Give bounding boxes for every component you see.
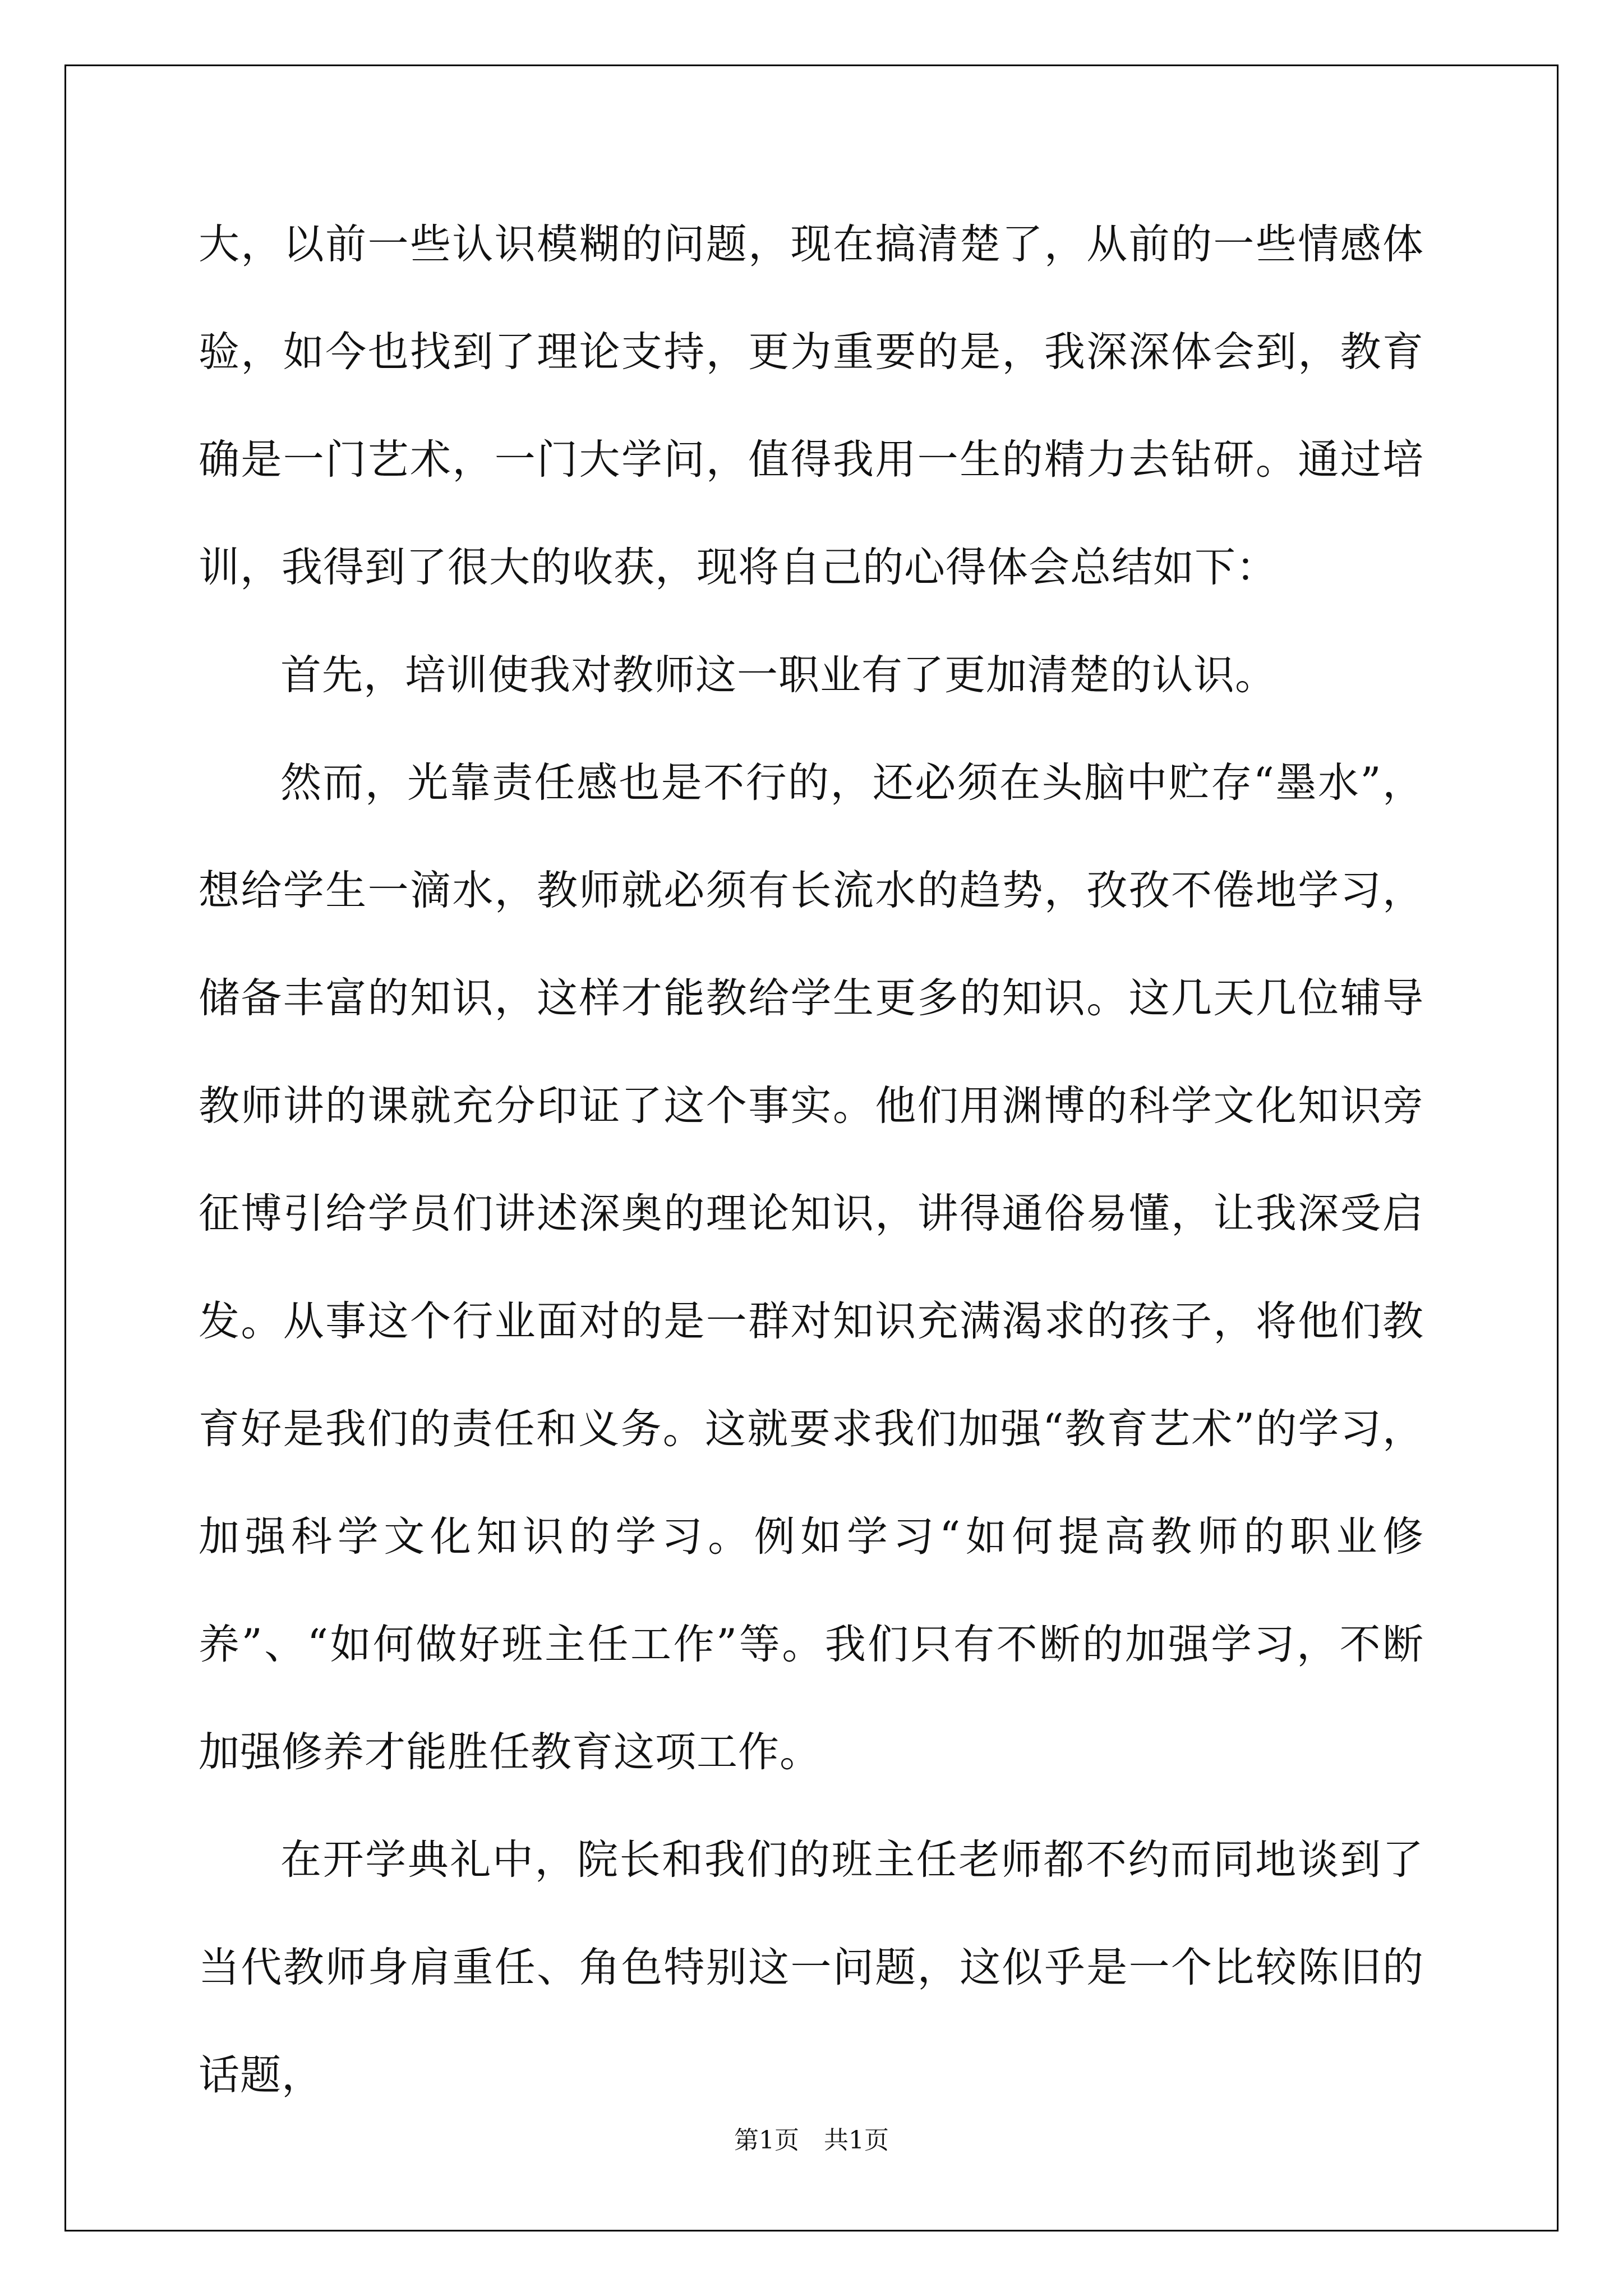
page-number-footer: 第1页 共1页 — [734, 2126, 889, 2155]
document-body — [199, 191, 1424, 2129]
paragraph-1: 大，以前一些认识模糊的问题，现在搞清楚了，从前的一些情感体验，如今也找到了理论支持，更为重要的是，我深深体会到，教育确是一门艺术，一门大学问，值得我用一生的精力去钻研。通过培训，我得到了很大的收获，现将自己的心得体会总结如下： — [199, 220, 1424, 591]
paragraph-3: 然而，光靠责任感也是不行的，还必须在头脑中贮存“墨水”，想给学生一滴水，教师就必须有长流水的趋势，孜孜不倦地学习，储备丰富的知识，这样才能教给学生更多的知识。这几天几位辅导教师讲的课就充分印证了这个事实。他们用渊博的科学文化知识旁征博引给学员们讲述深奥的理论知识，讲得通俗易懂，让我深受启发。从事这个行业面对的是一群对知识充满渴求的孩子，将他们教育好是我们的责任和义务。这就要求我们加强“教育艺术”的学习，加强科学文化知识的学习。例如学习“如何提高教师的职业修养”、“如何做好班主任工作”等。我们只有不断的加强学习，不断加强修养才能胜任教育这项工作。 — [199, 759, 1424, 1776]
paragraph-2: 首先，培训使我对教师这一职业有了更加清楚的认识。 — [280, 651, 1276, 699]
paragraph-4: 在开学典礼中，院长和我们的班主任老师都不约而同地谈到了当代教师身肩重任、角色特别这一问题，这似乎是一个比较陈旧的话题， — [199, 1836, 1424, 2099]
